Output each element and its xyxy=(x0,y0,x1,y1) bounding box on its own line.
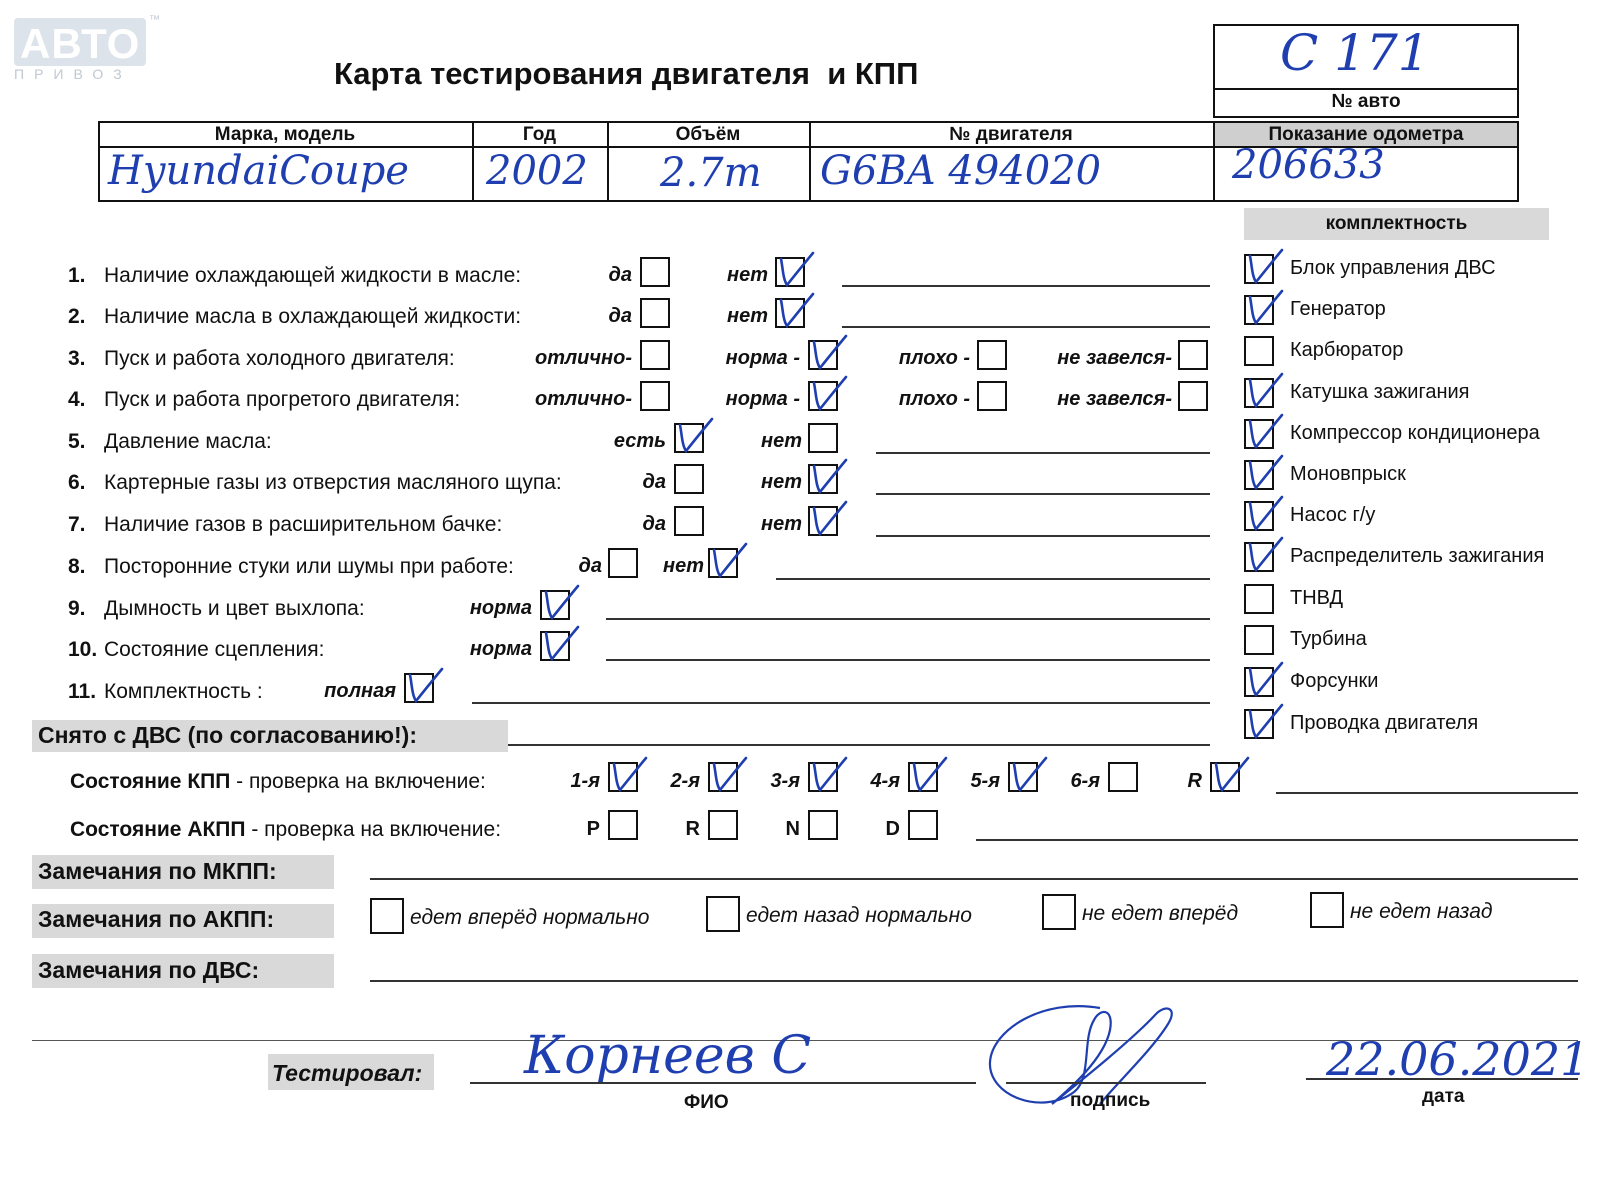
kit-label-ignition-coil: Катушка зажигания xyxy=(1290,381,1470,403)
item-8-comment-line xyxy=(776,578,1210,580)
item-7-opt-yes: да xyxy=(642,513,666,535)
item-8-num: 8. xyxy=(68,555,86,578)
kit-checkbox-distributor[interactable] xyxy=(1244,542,1274,572)
kpp-gear-5-checkbox[interactable] xyxy=(1008,762,1038,792)
kpp-gear-6-checkbox[interactable] xyxy=(1108,762,1138,792)
item-4-normal-checkbox[interactable] xyxy=(808,381,838,411)
page-title: Карта тестирования двигателя и КПП xyxy=(334,56,919,91)
checkmark-icon xyxy=(540,623,580,667)
header-year: Год xyxy=(522,124,557,145)
item-6-comment-line xyxy=(876,493,1210,495)
kpp-gear-2-checkbox[interactable] xyxy=(708,762,738,792)
checkmark-icon xyxy=(775,249,815,293)
kpp-gear-4-label: 4-я xyxy=(870,770,900,792)
kpp-gear-3-label: 3-я xyxy=(770,770,800,792)
item-2-no-checkbox[interactable] xyxy=(775,298,805,328)
item-3-normal-checkbox[interactable] xyxy=(808,340,838,370)
item-10-opt-normal: норма xyxy=(469,638,532,660)
value-brand: HyundaiCoupe xyxy=(108,148,409,194)
kpp-comment-line xyxy=(1276,792,1578,794)
item-7-num: 7. xyxy=(68,513,86,536)
kit-checkbox-ac-compressor[interactable] xyxy=(1244,419,1274,449)
checkmark-icon xyxy=(1244,411,1284,455)
kit-label-generator: Генератор xyxy=(1290,298,1386,320)
item-11-num: 11. xyxy=(68,680,97,703)
checkmark-icon xyxy=(808,498,848,542)
kit-label-engine-wiring: Проводка двигателя xyxy=(1290,712,1479,734)
item-6-opt-no: нет xyxy=(761,471,802,493)
checkmark-icon xyxy=(808,754,848,798)
akpp-mode-d-label: D xyxy=(885,818,900,840)
header-brand: Марка, модель xyxy=(214,124,356,145)
item-1-opt-no: нет xyxy=(727,264,768,286)
item-6-no-checkbox[interactable] xyxy=(808,464,838,494)
item-5-comment-line xyxy=(876,452,1210,454)
kpp-gear-4-checkbox[interactable] xyxy=(908,762,938,792)
kpp-gear-r-checkbox[interactable] xyxy=(1210,762,1240,792)
item-4-label: Пуск и работа прогретого двигателя: xyxy=(104,388,461,411)
name-caption: ФИО xyxy=(684,1092,729,1113)
checkmark-icon xyxy=(1008,754,1048,798)
item-2-label: Наличие масла в охлаждающей жидкости: xyxy=(104,305,522,328)
item-3-not-started-checkbox[interactable] xyxy=(1178,340,1208,370)
akpp-backward-ok-checkbox[interactable] xyxy=(706,896,740,932)
akpp-mode-r-checkbox[interactable] xyxy=(708,810,738,840)
header-volume: Объём xyxy=(675,124,741,145)
akpp-no-backward-label: не едет назад xyxy=(1350,900,1493,923)
kit-label-turbine: Турбина xyxy=(1290,628,1367,650)
date-line xyxy=(1306,1078,1578,1080)
kpp-label xyxy=(70,770,486,794)
checkmark-icon xyxy=(404,665,444,709)
signature-caption: подпись xyxy=(1070,1090,1151,1111)
item-5-yes-checkbox[interactable] xyxy=(674,423,704,453)
kit-checkbox-mono-injection[interactable] xyxy=(1244,460,1274,490)
kit-checkbox-generator[interactable] xyxy=(1244,295,1274,325)
item-4-num: 4. xyxy=(68,388,86,411)
item-5-no-checkbox[interactable] xyxy=(808,423,838,453)
logo xyxy=(14,18,146,66)
value-year: 2002 xyxy=(486,148,588,194)
item-3-excellent-checkbox[interactable] xyxy=(640,340,670,370)
item-3-label: Пуск и работа холодного двигателя: xyxy=(104,347,455,370)
item-2-opt-yes: да xyxy=(608,305,632,327)
item-2-yes-checkbox[interactable] xyxy=(640,298,670,328)
item-8-label: Посторонние стуки или шумы при работе: xyxy=(104,555,514,578)
item-2-opt-no: нет xyxy=(727,305,768,327)
kit-label-ac-compressor: Компрессор кондиционера xyxy=(1290,422,1540,444)
item-8-no-checkbox[interactable] xyxy=(708,548,738,578)
item-6-label: Картерные газы из отверстия масляного щупа: xyxy=(104,471,562,494)
akpp-mode-d-checkbox[interactable] xyxy=(908,810,938,840)
value-odometer: 206633 xyxy=(1232,142,1385,188)
item-3-num: 3. xyxy=(68,347,86,370)
item-6-num: 6. xyxy=(68,471,86,494)
checkmark-icon xyxy=(808,456,848,500)
signature-line xyxy=(1006,1082,1206,1084)
kit-label-injection-pump: ТНВД xyxy=(1290,587,1344,609)
akpp-mode-p-checkbox[interactable] xyxy=(608,810,638,840)
item-9-normal-checkbox[interactable] xyxy=(540,590,570,620)
notes-dvs-line xyxy=(370,980,1578,982)
item-11-comment-line xyxy=(472,702,1210,704)
item-8-yes-checkbox[interactable] xyxy=(608,548,638,578)
item-1-no-checkbox[interactable] xyxy=(775,257,805,287)
item-4-not-started-checkbox[interactable] xyxy=(1178,381,1208,411)
checkmark-icon xyxy=(1244,493,1284,537)
kpp-label-rest: - проверка на включение: xyxy=(230,770,486,793)
kit-checkbox-injectors[interactable] xyxy=(1244,667,1274,697)
notes-akpp-label: Замечания по АКПП: xyxy=(38,906,275,932)
item-4-opt-normal: норма - xyxy=(725,388,800,410)
checkmark-icon xyxy=(1244,287,1284,331)
item-6-yes-checkbox[interactable] xyxy=(674,464,704,494)
item-4-opt-bad: плохо - xyxy=(898,388,970,410)
item-10-num: 10. xyxy=(68,638,98,661)
kit-checkbox-ignition-coil[interactable] xyxy=(1244,378,1274,408)
logo-tm: ™ xyxy=(149,14,160,26)
item-7-yes-checkbox[interactable] xyxy=(674,506,704,536)
item-2-num: 2. xyxy=(68,305,86,328)
akpp-no-backward-checkbox[interactable] xyxy=(1310,892,1344,928)
header-odometer: Показание одометра xyxy=(1268,124,1464,145)
notes-mkpp-line xyxy=(370,878,1578,880)
item-3-opt-bad: плохо - xyxy=(898,347,970,369)
item-8-opt-yes: да xyxy=(578,555,602,577)
kpp-gear-6-label: 6-я xyxy=(1070,770,1100,792)
checkmark-icon xyxy=(1244,452,1284,496)
item-1-comment-line xyxy=(842,285,1210,287)
checkmark-icon xyxy=(808,373,848,417)
logo-sub: ПРИВОЗ xyxy=(14,66,132,82)
item-11-full-checkbox[interactable] xyxy=(404,673,434,703)
kit-checkbox-carburetor[interactable] xyxy=(1244,336,1274,366)
name-line xyxy=(470,1082,976,1084)
checkmark-icon xyxy=(674,415,714,459)
checkmark-icon xyxy=(1244,534,1284,578)
notes-mkpp-label: Замечания по МКПП: xyxy=(38,858,277,884)
item-9-label: Дымность и цвет выхлопа: xyxy=(104,597,365,620)
akpp-mode-r-label: R xyxy=(685,818,700,840)
item-5-opt-yes: есть xyxy=(613,430,666,452)
checkmark-icon xyxy=(1244,370,1284,414)
checkmark-icon xyxy=(708,754,748,798)
item-10-label: Состояние сцепления: xyxy=(104,638,325,661)
item-3-opt-not-started: не завелся- xyxy=(1057,347,1172,369)
item-1-num: 1. xyxy=(68,264,86,287)
item-9-comment-line xyxy=(606,618,1210,620)
akpp-no-forward-label: не едет вперёд xyxy=(1082,902,1239,925)
item-9-num: 9. xyxy=(68,597,86,620)
checkmark-icon xyxy=(1244,246,1284,290)
value-engine-number: G6BA 494020 xyxy=(820,148,1102,194)
item-5-label: Давление масла: xyxy=(104,430,272,453)
akpp-forward-ok-label: едет вперёд нормально xyxy=(410,906,650,929)
item-3-bad-checkbox[interactable] xyxy=(977,340,1007,370)
tested-label: Тестировал: xyxy=(272,1060,423,1086)
item-7-label: Наличие газов в расширительном бачке: xyxy=(104,513,503,536)
item-11-label: Комплектность : xyxy=(104,680,263,703)
kpp-gear-2-label: 2-я xyxy=(670,770,700,792)
removed-label: Снято с ДВС (по согласованию!): xyxy=(38,722,417,748)
item-1-label: Наличие охлаждающей жидкости в масле: xyxy=(104,264,522,287)
item-5-opt-no: нет xyxy=(761,430,802,452)
item-11-opt-full: полная xyxy=(324,680,396,702)
item-6-opt-yes: да xyxy=(642,471,666,493)
item-7-comment-line xyxy=(876,535,1210,537)
tester-name-value: Корнеев С xyxy=(524,1026,812,1086)
date-value: 22.06.2021 xyxy=(1326,1032,1590,1086)
kit-checkbox-power-steering-pump[interactable] xyxy=(1244,501,1274,531)
car-number-value: C 171 xyxy=(1280,24,1430,82)
checkmark-icon xyxy=(1210,754,1250,798)
item-10-comment-line xyxy=(606,659,1210,661)
kit-checkbox-turbine[interactable] xyxy=(1244,625,1274,655)
kit-checkbox-engine-wiring[interactable] xyxy=(1244,709,1274,739)
kit-checkbox-injection-pump[interactable] xyxy=(1244,584,1274,614)
checkmark-icon xyxy=(1244,701,1284,745)
kpp-gear-3-checkbox[interactable] xyxy=(808,762,838,792)
kit-title: комплектность xyxy=(1325,213,1468,234)
checkmark-icon xyxy=(775,290,815,334)
akpp-label-bold: Состояние АКПП xyxy=(70,818,246,841)
kit-label-mono-injection: Моновпрыск xyxy=(1290,463,1406,485)
kpp-gear-1-checkbox[interactable] xyxy=(608,762,638,792)
akpp-label-rest: - проверка на включение: xyxy=(245,818,502,841)
kpp-gear-1-label: 1-я xyxy=(570,770,600,792)
akpp-forward-ok-checkbox[interactable] xyxy=(370,898,404,934)
checkmark-icon xyxy=(808,332,848,376)
date-caption: дата xyxy=(1422,1086,1465,1107)
item-3-opt-normal: норма - xyxy=(725,347,800,369)
item-10-normal-checkbox[interactable] xyxy=(540,631,570,661)
kit-label-distributor: Распределитель зажигания xyxy=(1290,545,1545,567)
item-7-no-checkbox[interactable] xyxy=(808,506,838,536)
kpp-label-bold: Состояние КПП xyxy=(70,770,231,793)
akpp-comment-line xyxy=(976,839,1578,841)
akpp-backward-ok-label: едет назад нормально xyxy=(746,904,972,927)
kpp-gear-r-label: R xyxy=(1187,770,1202,792)
item-5-num: 5. xyxy=(68,430,86,453)
item-3-opt-excellent: отлично- xyxy=(534,347,632,369)
item-9-opt-normal: норма xyxy=(469,597,532,619)
kit-label-carburetor: Карбюратор xyxy=(1290,339,1404,361)
kit-label-power-steering-pump: Насос г/у xyxy=(1290,504,1376,526)
item-4-opt-excellent: отлично- xyxy=(534,388,632,410)
value-volume: 2.7т xyxy=(660,150,762,196)
checkmark-icon xyxy=(608,754,648,798)
akpp-mode-n-label: N xyxy=(785,818,800,840)
item-4-bad-checkbox[interactable] xyxy=(977,381,1007,411)
item-1-yes-checkbox[interactable] xyxy=(640,257,670,287)
removed-line xyxy=(508,744,1210,746)
logo-brand: АВТО xyxy=(20,20,141,67)
header-engine-number: № двигателя xyxy=(949,124,1073,145)
item-7-opt-no: нет xyxy=(761,513,802,535)
item-4-excellent-checkbox[interactable] xyxy=(640,381,670,411)
item-8-opt-no: нет xyxy=(663,555,704,577)
checkmark-icon xyxy=(708,540,748,584)
kit-label-ecu: Блок управления ДВС xyxy=(1290,257,1496,279)
akpp-mode-n-checkbox[interactable] xyxy=(808,810,838,840)
item-4-opt-not-started: не завелся- xyxy=(1057,388,1172,410)
checkmark-icon xyxy=(540,582,580,626)
checkmark-icon xyxy=(908,754,948,798)
akpp-mode-p-label: P xyxy=(586,818,600,840)
kit-checkbox-ecu[interactable] xyxy=(1244,254,1274,284)
akpp-no-forward-checkbox[interactable] xyxy=(1042,894,1076,930)
item-1-opt-yes: да xyxy=(608,264,632,286)
car-number-label: № авто xyxy=(1331,91,1401,112)
kpp-gear-5-label: 5-я xyxy=(970,770,1000,792)
item-2-comment-line xyxy=(842,326,1210,328)
akpp-label xyxy=(70,818,501,842)
notes-dvs-label: Замечания по ДВС: xyxy=(38,957,260,983)
checkmark-icon xyxy=(1244,659,1284,703)
kit-label-injectors: Форсунки xyxy=(1290,670,1379,692)
